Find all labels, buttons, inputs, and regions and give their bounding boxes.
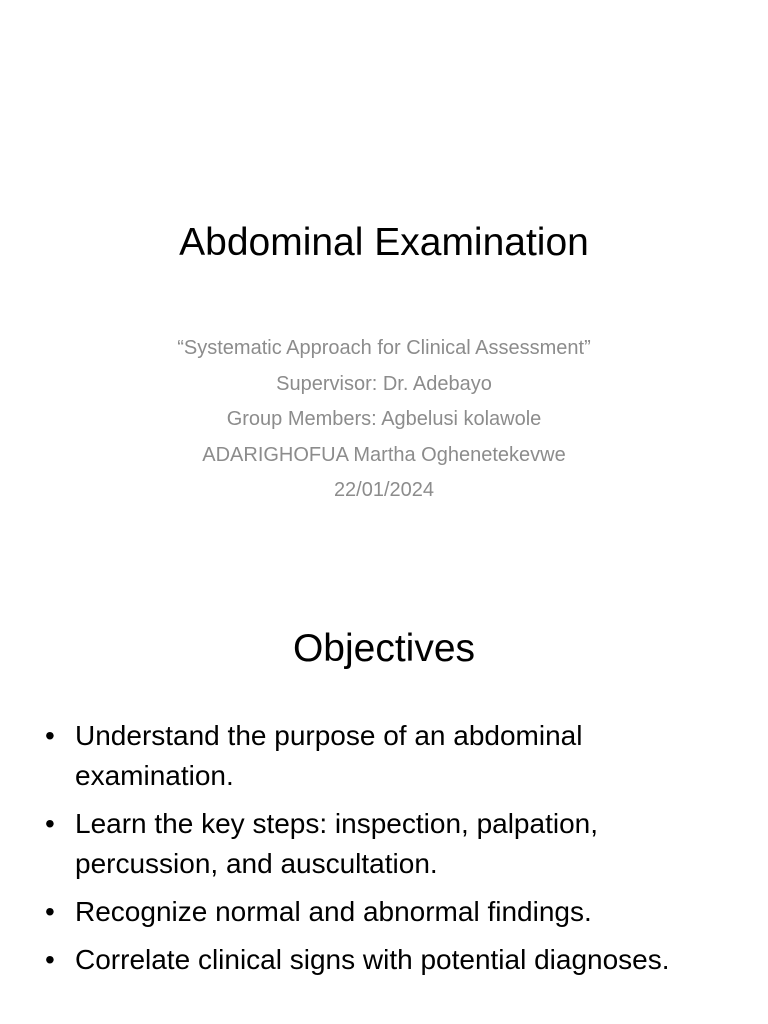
list-item bbox=[45, 716, 735, 796]
bullet-icon: • bbox=[45, 944, 55, 975]
list-item bbox=[45, 940, 735, 980]
list-item bbox=[45, 892, 735, 932]
objectives-list bbox=[45, 716, 735, 988]
subtitle-date: 22/01/2024 bbox=[333, 479, 435, 501]
bullet-icon: • bbox=[45, 720, 55, 751]
subtitle-tagline: “Systematic Approach for Clinical Assessment” bbox=[177, 337, 591, 359]
list-item-text: Learn the key steps: inspection, palpation, percussion, and auscultation. bbox=[75, 808, 599, 879]
slide-title: Objectives bbox=[292, 627, 476, 670]
bullet-icon: • bbox=[45, 808, 55, 839]
subtitle-supervisor: Supervisor: Dr. Adebayo bbox=[276, 372, 492, 395]
slide-title: Abdominal Examination bbox=[179, 221, 589, 264]
list-item-text: Correlate clinical signs with potential diagnoses. bbox=[75, 944, 670, 975]
slide-subtitle bbox=[0, 331, 768, 509]
list-item-text: Understand the purpose of an abdominal examination. bbox=[75, 720, 583, 791]
subtitle-member-name: ADARIGHOFUA Martha Oghenetekevwe bbox=[202, 443, 566, 466]
list-item-text: Recognize normal and abnormal findings. bbox=[75, 896, 592, 927]
subtitle-group-members: Group Members: Agbelusi kolawole bbox=[226, 408, 542, 430]
objectives-slide bbox=[0, 576, 768, 1024]
bullet-icon: • bbox=[45, 896, 55, 927]
list-item bbox=[45, 804, 735, 884]
